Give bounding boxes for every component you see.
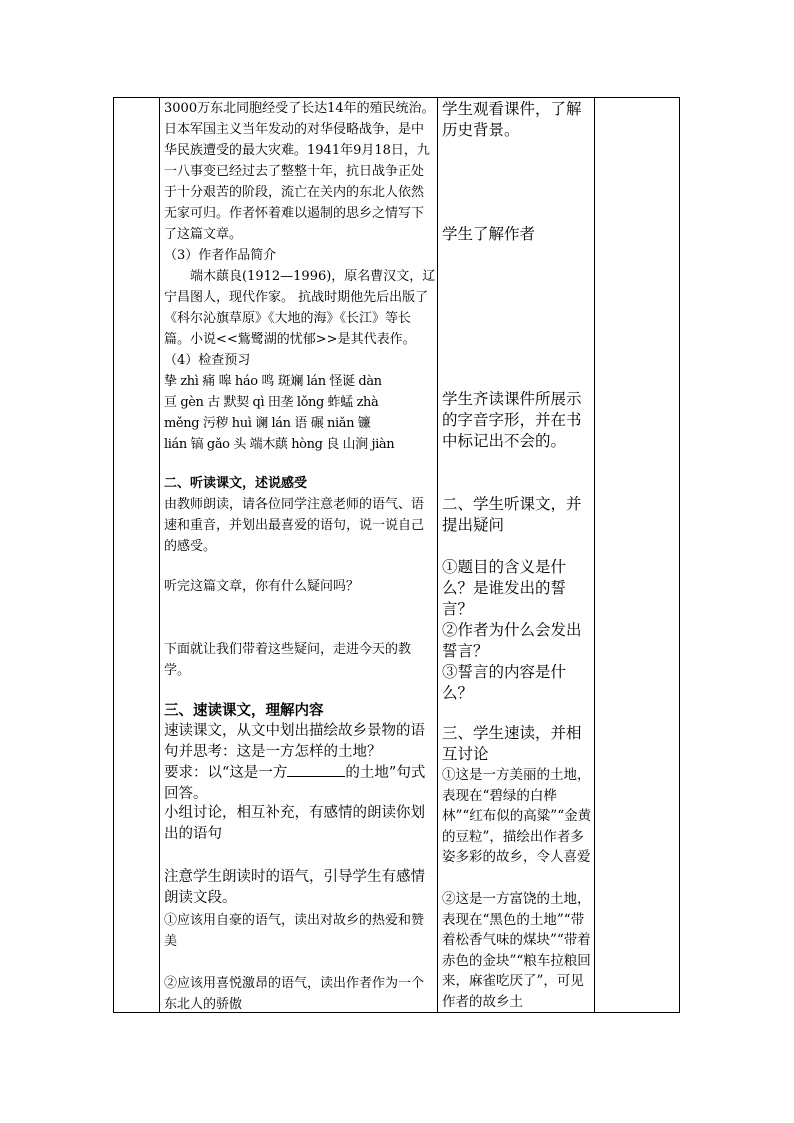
column-divider [594,98,595,1012]
author-intro-heading: （3）作者作品简介 [164,248,277,263]
student-activity-text: 学生观看课件，了解历史背景。 [442,100,582,139]
reading-tone-item: ②应该用喜悦激昂的语气，读出作者作为一个东北人的骄傲 [164,976,425,1012]
reading-guidance-text: 注意学生朗读时的语气，引导学生有感情朗读文段。 [164,869,425,906]
fill-in-blank [287,762,345,777]
historical-background-text: 3000万东北同胞经受了长达14年的殖民统治。日本军国主义当年发动的对华侵略战争，是中华民族遭受的最大灾难。1941年9月18日，九一八事变已经过去了整整十年，抗日战争正处于十分艰苦的阶段，流亡在关内的东北人依然无家可归。作者怀着难以遏制的思乡之情写下了这篇文章。 [164,101,435,242]
student-question: ①题目的含义是什么？是谁发出的誓言？ [442,558,567,618]
student-activity-text: 三、学生速读，并相互讨论 [442,724,582,763]
column-divider [437,98,438,1012]
student-question: ③誓言的内容是什么？ [442,663,567,702]
group-discussion-text: 小组讨论，相互补充，有感情的朗读你划出的语句 [164,805,425,842]
student-activity-text: 二、学生听课文，并提出疑问 [442,495,582,534]
student-answer: ①这是一方美丽的土地，表现在“碧绿的白桦林”“红布似的高粱”“金黄的豆粒”，描绘出作者多姿多彩的故乡，令人喜爱 [442,767,592,865]
section-title: 二、听读课文，述说感受 [164,476,308,491]
section-instruction: 速读课文，从文中划出描绘故乡景物的语句并思考：这是一方怎样的土地？ [164,723,425,760]
pinyin-line: lián 镐 gǎo 头 端木蕻 hòng 良 山涧 jiàn [164,437,395,452]
pinyin-line: měng 污秽 huì 谰 lán 语 碾 niǎn 镰 [164,416,371,431]
student-answer: ②这是一方富饶的土地，表现在“黑色的土地”“带着松香气味的煤块”“带着赤色的金块”“粮车拉粮回来，麻雀吃厌了”，可见作者的故乡土 [442,891,591,1010]
column-divider [159,98,160,1012]
pinyin-line: 挚 zhì 痛 嗥 háo 鸣 斑斓 lán 怪诞 dàn [164,374,382,389]
answer-requirement: 要求：以“这是一方 的土地”句式回答。 [164,762,436,804]
preview-check-heading: （4）检查预习 [164,353,251,368]
pinyin-line: 亘 gèn 古 默契 qì 田垄 lǒng 蚱蜢 zhà [164,395,379,410]
author-intro-text: 端木蕻良(1912—1996)，原名曹汉文，辽宁昌图人，现代作家。 抗战时期他先后出版了《科尔沁旗草原》《大地的海》《长江》等长篇。小说<<鴜鹭湖的忧郁>>是其代表作。 [164,269,436,347]
transition-text: 下面就让我们带着这些疑问，走进今天的教学。 [164,642,412,678]
lesson-plan-table [113,97,680,1013]
student-question: ②作者为什么会发出誓言？ [442,621,582,660]
section-title: 三、速读课文，理解内容 [164,702,324,719]
student-activity-text: 学生了解作者 [442,225,536,243]
reading-tone-item: ①应该用自豪的语气，读出对故乡的热爱和赞美 [164,913,425,949]
section-instruction: 由教师朗读，请各位同学注意老师的语气、语速和重音，并划出最喜爱的语句，说一说自己的感受。 [164,497,425,554]
student-activity-text: 学生齐读课件所展示的字音字形，并在书中标记出不会的。 [442,390,582,450]
question-prompt: 听完这篇文章，你有什么疑问吗？ [164,579,360,594]
